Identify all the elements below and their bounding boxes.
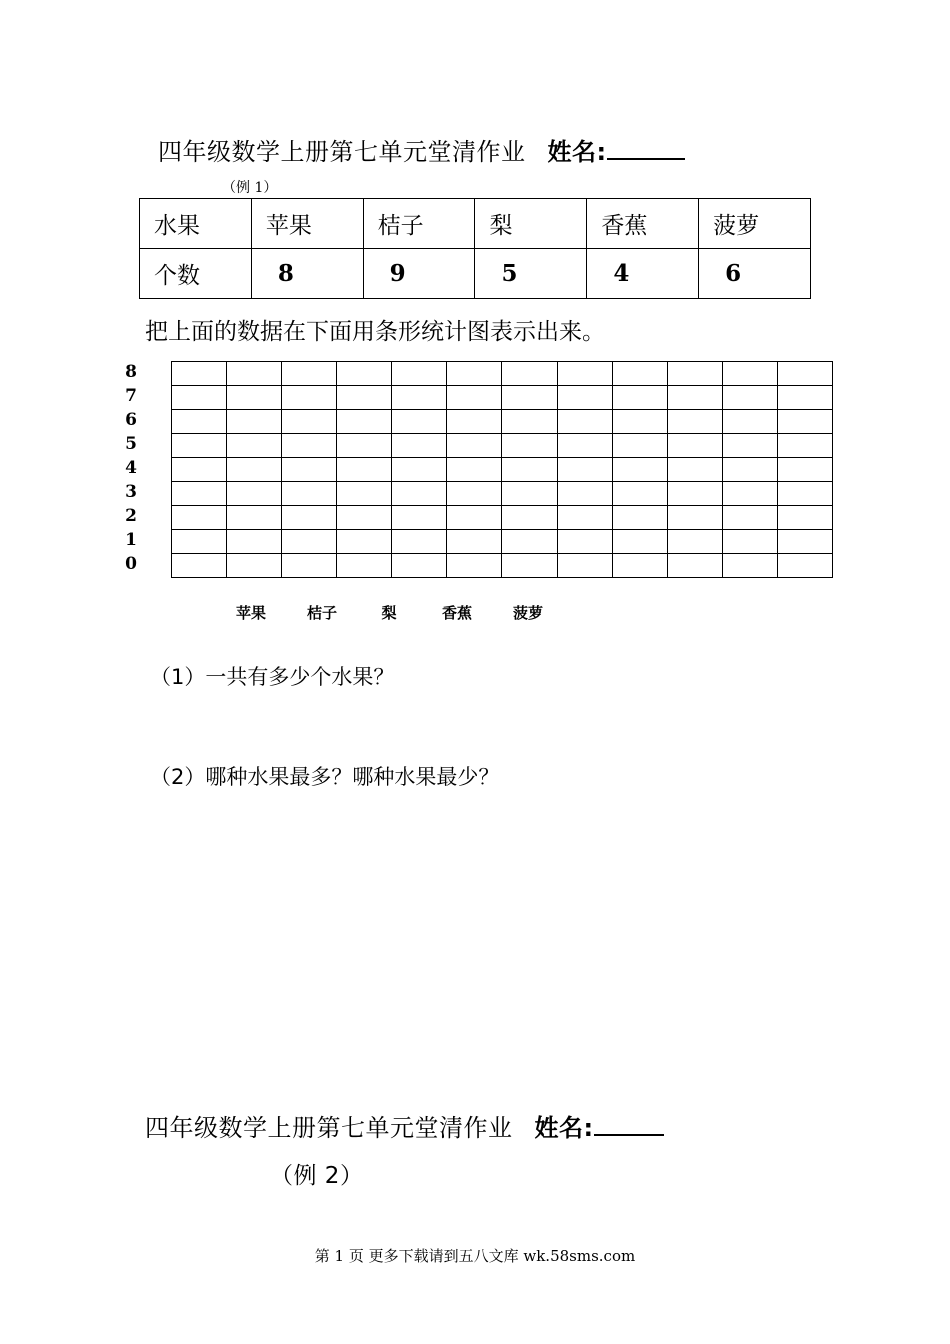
grid-cell[interactable] [558,434,613,458]
question-2: （2）哪种水果最多？哪种水果最少？ [150,765,500,789]
table-cell: 水果 [140,199,252,249]
title-text: 四年级数学上册第七单元堂清作业 [158,138,526,166]
grid-cell[interactable] [723,362,778,386]
grid-cell[interactable] [227,410,282,434]
table-cell: 5 [475,249,587,299]
grid-cell[interactable] [172,506,227,530]
y-tick: 4 [125,458,137,478]
chart-grid[interactable] [171,361,833,578]
grid-cell[interactable] [502,386,557,410]
grid-cell[interactable] [172,386,227,410]
grid-cell[interactable] [392,530,447,554]
grid-cell[interactable] [392,410,447,434]
grid-cell[interactable] [172,362,227,386]
table-cell: 9 [363,249,475,299]
table-cell: 香蕉 [587,199,699,249]
grid-cell[interactable] [172,482,227,506]
grid-cell[interactable] [778,530,833,554]
grid-cell[interactable] [502,362,557,386]
grid-cell[interactable] [723,386,778,410]
grid-cell[interactable] [227,506,282,530]
grid-cell[interactable] [668,386,723,410]
grid-cell[interactable] [227,458,282,482]
grid-cell[interactable] [613,506,668,530]
table-cell: 桔子 [363,199,475,249]
y-tick: 1 [125,530,137,550]
grid-cell[interactable] [723,410,778,434]
grid-cell[interactable] [723,506,778,530]
grid-cell[interactable] [392,458,447,482]
grid-cell[interactable] [778,386,833,410]
grid-cell[interactable] [447,458,502,482]
grid-cell[interactable] [447,410,502,434]
grid-cell[interactable] [447,482,502,506]
grid-cell[interactable] [282,410,337,434]
grid-cell[interactable] [723,458,778,482]
grid-cell[interactable] [447,362,502,386]
grid-cell[interactable] [778,362,833,386]
y-tick: 3 [125,482,137,502]
grid-cell[interactable] [172,410,227,434]
name-label: 姓名: [547,138,607,166]
grid-cell[interactable] [172,530,227,554]
grid-cell[interactable] [337,386,392,410]
grid-cell[interactable] [172,554,227,578]
name-label: 姓名: [534,1114,594,1142]
y-tick: 8 [125,362,137,382]
x-label: 桔子 [306,604,338,622]
grid-cell[interactable] [502,482,557,506]
grid-cell[interactable] [723,434,778,458]
table-row [140,249,811,299]
y-tick: 2 [125,506,137,526]
grid-cell[interactable] [558,386,613,410]
table-cell: 8 [251,249,363,299]
grid-cell[interactable] [337,530,392,554]
table-row [140,199,811,249]
grid-cell[interactable] [668,410,723,434]
grid-cell[interactable] [447,554,502,578]
x-label: 苹果 [235,604,267,622]
grid-cell[interactable] [172,458,227,482]
example-label: （例 1） [222,180,278,196]
grid-cell[interactable] [227,482,282,506]
grid-cell[interactable] [227,386,282,410]
grid-cell[interactable] [668,362,723,386]
grid-cell[interactable] [668,530,723,554]
table-cell: 梨 [475,199,587,249]
grid-cell[interactable] [392,506,447,530]
x-label: 菠萝 [512,604,544,622]
grid-cell[interactable] [282,386,337,410]
grid-cell[interactable] [282,458,337,482]
grid-cell[interactable] [668,434,723,458]
grid-cell[interactable] [778,554,833,578]
grid-cell[interactable] [778,434,833,458]
table-cell: 6 [699,249,811,299]
grid-cell[interactable] [558,530,613,554]
grid-cell[interactable] [447,386,502,410]
grid-cell[interactable] [668,482,723,506]
grid-cell[interactable] [392,482,447,506]
grid-cell[interactable] [723,482,778,506]
grid-cell[interactable] [723,554,778,578]
grid-cell[interactable] [613,458,668,482]
question-1: （1）一共有多少个水果？ [150,665,395,689]
grid-cell[interactable] [613,434,668,458]
x-label: 香蕉 [441,604,473,622]
name-blank[interactable] [607,136,685,160]
grid-cell[interactable] [172,434,227,458]
title-text: 四年级数学上册第七单元堂清作业 [145,1114,513,1142]
grid-cell[interactable] [558,482,613,506]
grid-cell[interactable] [502,530,557,554]
name-blank[interactable] [594,1112,664,1136]
grid-cell[interactable] [337,482,392,506]
grid-cell[interactable] [668,506,723,530]
grid-cell[interactable] [558,554,613,578]
grid-cell[interactable] [502,410,557,434]
grid-cell[interactable] [613,554,668,578]
worksheet-title-2 [145,1108,664,1143]
grid-cell[interactable] [227,434,282,458]
grid-cell[interactable] [282,530,337,554]
grid-cell[interactable] [723,530,778,554]
table-cell: 个数 [140,249,252,299]
grid-cell[interactable] [227,554,282,578]
grid-cell[interactable] [778,482,833,506]
grid-cell[interactable] [447,506,502,530]
grid-cell[interactable] [447,434,502,458]
grid-cell[interactable] [282,506,337,530]
grid-cell[interactable] [282,434,337,458]
grid-cell[interactable] [337,506,392,530]
table-cell: 菠萝 [699,199,811,249]
grid-cell[interactable] [502,458,557,482]
grid-cell[interactable] [337,410,392,434]
grid-cell[interactable] [502,554,557,578]
grid-cell[interactable] [392,362,447,386]
grid-cell[interactable] [613,530,668,554]
grid-cell[interactable] [778,506,833,530]
table-cell: 苹果 [251,199,363,249]
y-tick: 7 [125,386,137,406]
grid-cell[interactable] [337,434,392,458]
grid-cell[interactable] [227,362,282,386]
grid-cell[interactable] [613,386,668,410]
grid-cell[interactable] [668,554,723,578]
grid-cell[interactable] [558,458,613,482]
y-tick: 5 [125,434,137,454]
x-label: 梨 [381,604,397,622]
grid-cell[interactable] [337,554,392,578]
grid-cell[interactable] [558,506,613,530]
grid-cell[interactable] [778,458,833,482]
grid-cell[interactable] [502,506,557,530]
table-cell: 4 [587,249,699,299]
grid-cell[interactable] [282,554,337,578]
grid-cell[interactable] [337,458,392,482]
grid-cell[interactable] [613,410,668,434]
grid-cell[interactable] [392,434,447,458]
worksheet-title [158,132,685,167]
grid-cell[interactable] [282,482,337,506]
grid-cell[interactable] [558,410,613,434]
grid-cell[interactable] [282,362,337,386]
instruction: 把上面的数据在下面用条形统计图表示出来。 [145,319,605,345]
grid-cell[interactable] [558,362,613,386]
example-label-2: （例 2） [270,1163,364,1189]
grid-cell[interactable] [613,482,668,506]
y-tick: 6 [125,410,137,430]
grid-cell[interactable] [668,458,723,482]
y-tick: 0 [125,554,137,574]
grid-cell[interactable] [227,530,282,554]
grid-cell[interactable] [392,554,447,578]
grid-cell[interactable] [778,410,833,434]
grid-cell[interactable] [392,386,447,410]
grid-cell[interactable] [613,362,668,386]
page-footer: 第 1 页 更多下载请到五八文库 wk.58sms.com [314,1247,636,1265]
grid-cell[interactable] [502,434,557,458]
grid-cell[interactable] [337,362,392,386]
fruit-table [139,198,811,299]
grid-cell[interactable] [447,530,502,554]
